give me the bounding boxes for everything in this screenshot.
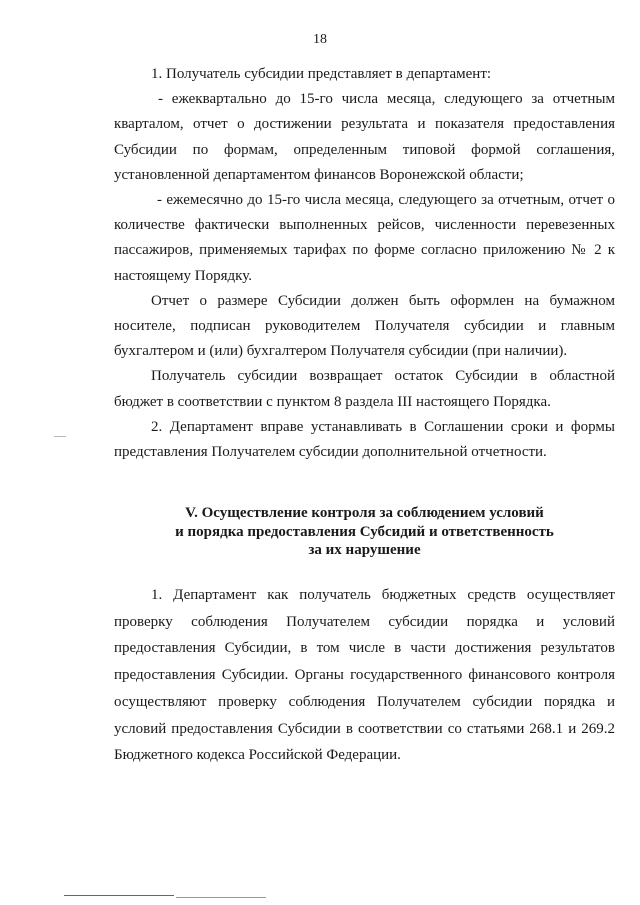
paragraph-quarterly-report: - ежеквартально до 15-го числа месяца, следующего за отчетным кварталом, отчет о достижении результата и показателя предоставления Субсидии по формам, определенным типовой формой соглашения, установленной департаментом финансов Воронежской области; xyxy=(114,91,615,183)
section-v-heading-line1: V. Осуществление контроля за соблюдением условий xyxy=(185,505,544,521)
paragraph-reporting-intro: 1. Получатель субсидии представляет в департамент: xyxy=(151,66,492,82)
page-number: 18 xyxy=(313,32,327,47)
paragraph-additional-reporting: 2. Департамент вправе устанавливать в Соглашении сроки и формы представления Получателем субсидии дополнительной отчетности. xyxy=(114,418,615,461)
paragraph-control-check: 1. Департамент как получатель бюджетных средств осуществляет проверку соблюдения Получателем субсидии порядка и условий предоставления Субсидии, в том числе в части достижения результатов предоставления Субсидии. Органы государственного финансового контроля осуществляют проверку соблюдения Получателем субсидии порядка и условий предоставления Субсидии в соответствии со статьями 268.1 и 269.2 Бюджетного кодекса Российской Федерации. xyxy=(114,587,615,764)
section-v-body xyxy=(114,582,615,769)
section-v-heading xyxy=(114,504,615,560)
margin-mark xyxy=(54,436,66,437)
section-iv-continuation xyxy=(114,62,615,465)
section-v-heading-line2: и порядка предоставления Субсидий и ответственность xyxy=(175,523,554,540)
paragraph-report-format: Отчет о размере Субсидии должен быть оформлен на бумажном носителе, подписан руководителем Получателя субсидии и главным бухгалтером и (или) бухгалтером Получателя субсидии (при наличии). xyxy=(114,292,615,360)
footer-divider xyxy=(64,895,174,896)
footer-divider-faint xyxy=(176,897,266,898)
section-v-heading-line3: за их нарушение xyxy=(308,542,421,558)
paragraph-monthly-report: - ежемесячно до 15-го числа месяца, следующего за отчетным, отчет о количестве фактически выполненных рейсов, численности перевезенных пассажиров, применяемых тарифах по форме согласно приложению № 2 к настоящему Порядку. xyxy=(114,192,615,284)
paragraph-subsidy-return: Получатель субсидии возвращает остаток Субсидии в областной бюджет в соответствии с пунктом 8 раздела III настоящего Порядка. xyxy=(114,368,615,410)
